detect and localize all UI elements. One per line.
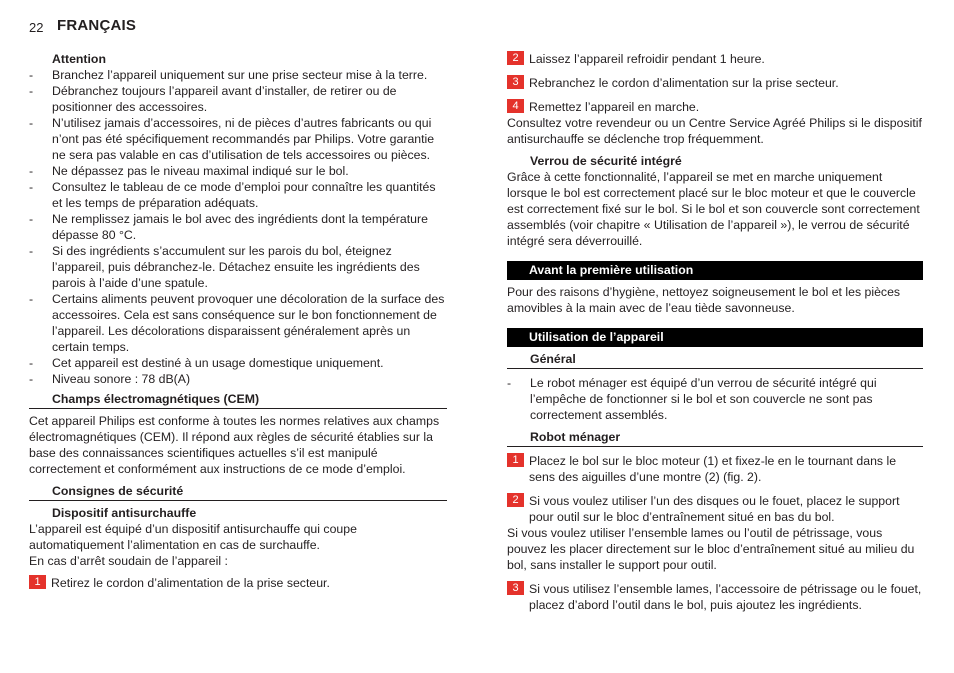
step-text: Retirez le cordon d’alimentation de la prise secteur. (51, 576, 330, 590)
lock-heading: Verrou de sécurité intégré (530, 154, 682, 168)
step-4 (507, 99, 923, 115)
step-text: Remettez l’appareil en marche. (529, 100, 700, 114)
robot-heading: Robot ménager (507, 429, 923, 447)
robot-step-1 (507, 453, 923, 485)
step-number-badge: 4 (507, 99, 524, 113)
general-list (507, 375, 923, 423)
list-item: - Niveau sonore : 78 dB(A) (29, 372, 191, 386)
step-text: Si vous utilisez l’ensemble lames, l’accessoire de pétrissage ou le fouet, placez d’abord l’outil dans le bol, puis ajoutez les ingrédients. (529, 582, 922, 612)
lock-text: Grâce à cette fonctionnalité, l’appareil se met en marche uniquement lorsque le bol est correctement placé sur le bloc moteur et que le couvercle est correctement fixé sur le bol. Si le bol et son couvercle sont correctement assemblés (voir chapitre « Utilisation de l’appareil »), le verrou de sécurité intégré sera déverrouillé. (507, 170, 920, 248)
robot-note: Si vous voulez utiliser l’ensemble lames ou l’outil de pétrissage, vous pouvez les placer directement sur le bloc d’entraînement situé au milieu du bol, sans installer le support pour outil. (507, 526, 915, 572)
overheat-heading: Dispositif antisurchauffe (52, 506, 197, 520)
cem-text: Cet appareil Philips est conforme à toutes les normes relatives aux champs électromagnétiques (CEM). Il répond aux règles de sécurité établies sur la base des connaissances scientifiques actuelles s’il est manipulé correctement et conformément aux instructions de ce mode d’emploi. (29, 414, 440, 476)
list-item: - Le robot ménager est équipé d’un verrou de sécurité intégré qui l’empêche de fonctionner si le bol et son couvercle ne sont pas correctement assemblés. (507, 376, 877, 422)
step-text: Laissez l’appareil refroidir pendant 1 heure. (529, 52, 765, 66)
step-3 (507, 75, 923, 91)
step-number-badge: 3 (507, 581, 524, 595)
usage-section-bar: Utilisation de l’appareil (507, 328, 923, 347)
step-number-badge: 2 (507, 493, 524, 507)
first-use-section-bar: Avant la première utilisation (507, 261, 923, 280)
robot-step-2 (507, 493, 923, 525)
list-item: - Branchez l’appareil uniquement sur une prise secteur mise à la terre. (29, 68, 428, 82)
attention-list (29, 67, 447, 387)
attention-heading: Attention (52, 52, 106, 66)
cem-heading: Champs électromagnétiques (CEM) (29, 391, 447, 409)
list-item: - Ne remplissez jamais le bol avec des ingrédients dont la température dépasse 80 °C. (29, 212, 428, 242)
step-number-badge: 3 (507, 75, 524, 89)
right-column (507, 51, 923, 613)
list-item: - Consultez le tableau de ce mode d’emploi pour connaître les quantités et les temps de préparation adéquats. (29, 180, 436, 210)
page-number: 22 (29, 20, 44, 35)
general-heading: Général (507, 351, 923, 369)
step-1 (29, 575, 447, 591)
step-number-badge: 1 (29, 575, 46, 589)
overheat-text: L’appareil est équipé d’un dispositif antisurchauffe qui coupe automatiquement l’alimentation en cas de surchauffe. (29, 522, 357, 552)
step-text: Placez le bol sur le bloc moteur (1) et fixez-le en le tournant dans le sens des aiguilles d’une montre (2) (fig. 2). (529, 454, 897, 484)
robot-step-3 (507, 581, 923, 613)
left-column (29, 51, 447, 591)
list-item: - Certains aliments peuvent provoquer une décoloration de la surface des accessoires. Cela est sans conséquence sur le bon fonctionnement de l’appareil. Les décolorations disparaissent généralement après un certain temps. (29, 292, 445, 354)
first-use-text: Pour des raisons d’hygiène, nettoyez soigneusement le bol et les pièces amovibles à la main avec de l’eau tiède savonneuse. (507, 285, 901, 315)
step-text: Si vous voulez utiliser l’un des disques ou le fouet, placez le support pour outil sur le bloc d’entraînement situé en bas du bol. (529, 494, 900, 524)
overheat-text-2: En cas d’arrêt soudain de l’appareil : (29, 554, 228, 568)
page-language-title: FRANÇAIS (57, 17, 137, 34)
safety-heading: Consignes de sécurité (29, 483, 447, 501)
list-item: - Si des ingrédients s’accumulent sur les parois du bol, éteignez l’appareil, puis débranchez-le. Détachez ensuite les ingrédients des parois à l’aide d’une spatule. (29, 244, 420, 290)
list-item: - Cet appareil est destiné à un usage domestique uniquement. (29, 356, 384, 370)
step-text: Rebranchez le cordon d’alimentation sur la prise secteur. (529, 76, 839, 90)
list-item: - Ne dépassez pas le niveau maximal indiqué sur le bol. (29, 164, 349, 178)
service-text: Consultez votre revendeur ou un Centre Service Agréé Philips si le dispositif antisurchauffe se déclenche trop fréquemment. (507, 116, 922, 146)
step-number-badge: 2 (507, 51, 524, 65)
list-item: - Débranchez toujours l’appareil avant d’installer, de retirer ou de positionner des accessoires. (29, 84, 397, 114)
step-2 (507, 51, 923, 67)
step-number-badge: 1 (507, 453, 524, 467)
list-item: - N’utilisez jamais d’accessoires, ni de pièces d’autres fabricants ou qui n’ont pas été spécifiquement recommandés par Philips. Votre garantie ne sera pas valable en cas d’utilisation de tels accessoires ou pièces. (29, 116, 435, 162)
